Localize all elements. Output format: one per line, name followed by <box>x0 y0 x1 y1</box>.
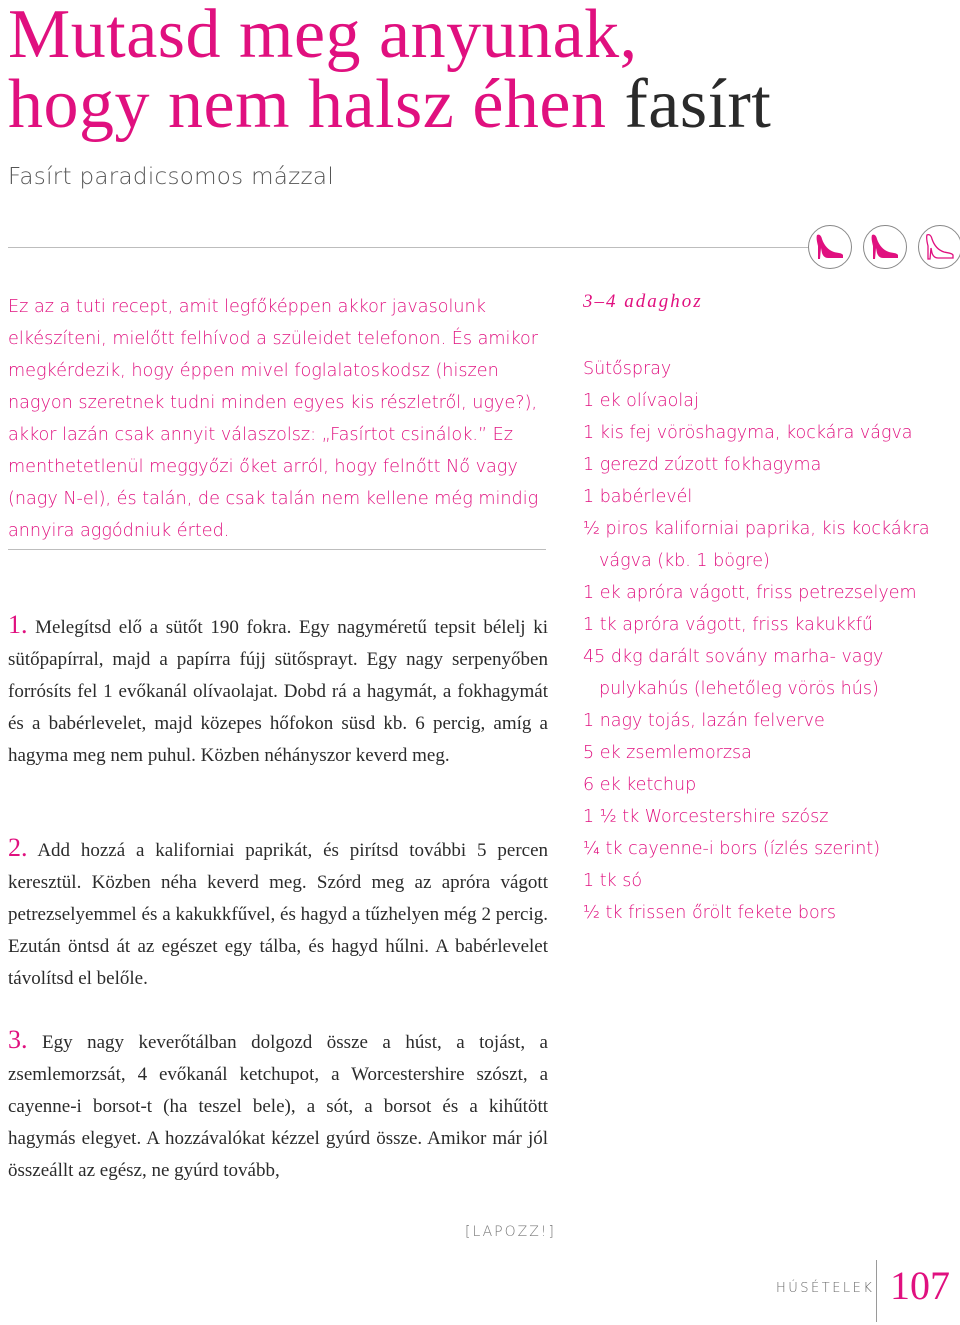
ingredient-item: Sütőspray <box>583 359 672 379</box>
title-line-1: Mutasd meg anyunak, <box>8 0 638 73</box>
step-text: Melegítsd elő a sütőt 190 fokra. Egy nagyméretű tepsit bélelj ki sütőpapírral, majd a papírra fújj sütősprayt. Egy nagy serpenyőben forrósíts fel 1 evőkanál olívaolajat. Dobd rá a hagymát, a fokhagymát és a babérlevelet, majd közepes hőfokon süsd kb. 6 percig, amíg a hagyma meg nem puhul. Közben néhányszor keverd meg. <box>8 617 548 766</box>
ingredient-item: 1 nagy tojás, lazán felverve <box>583 711 825 731</box>
step-2 <box>8 832 548 995</box>
ingredients-list <box>583 353 943 929</box>
intro-paragraph: Ez az a tuti recept, amit legfőképpen akkor javasolunk elkészíteni, mielőtt felhívod a szüleidet telefonon. És amikor megkérdezik, hogy éppen mivel foglalatoskodsz (hiszen nagyon szeretnek tudni minden egyes kis részletről, ugye?), akkor lazán csak annyit válaszolsz: „Fasírtot csinálok.” Ez menthetetlenül meggyőzi őket arról, hogy felnőtt Nő vagy (nagy N-el), és talán, de csak talán nem kellene még mindig annyira aggódniuk érted. <box>8 297 539 541</box>
recipe-subtitle: Fasírt paradicsomos mázzal <box>8 164 335 190</box>
ingredient-item: 1 ½ tk Worcestershire szósz <box>583 807 829 827</box>
page-number: 107 <box>890 1263 950 1308</box>
step-number: 2. <box>8 833 28 862</box>
ingredient-item: 1 ek olívaolaj <box>583 391 699 411</box>
title-line-2-accent: hogy nem halsz éhen <box>8 66 625 143</box>
ingredient-item: 6 ek ketchup <box>583 775 697 795</box>
ingredient-item: 1 tk apróra vágott, friss kakukkfű <box>583 615 873 635</box>
page-title <box>8 0 908 143</box>
ingredient-item: 1 ek apróra vágott, friss petrezselyem <box>583 583 917 603</box>
top-divider <box>8 247 808 248</box>
high-heel-shoe-icon <box>918 225 960 269</box>
ingredient-item: 1 babérlevél <box>583 487 693 507</box>
intro-divider <box>8 549 546 550</box>
ingredient-item: ¼ tk cayenne-i bors (ízlés szerint) <box>583 839 881 859</box>
section-name: HÚSÉTELEK <box>776 1281 875 1296</box>
title-line-2-dark: fasírt <box>624 66 772 143</box>
ingredient-item: ½ tk frissen őrölt fekete bors <box>583 903 836 923</box>
ingredient-item: 1 gerezd zúzott fokhagyma <box>583 455 822 475</box>
ingredient-item: ½ piros kaliforniai paprika, kis kockákra vágva (kb. 1 bögre) <box>583 519 930 571</box>
step-number: 3. <box>8 1025 28 1054</box>
step-text: Add hozzá a kaliforniai paprikát, és pirítsd további 5 percen keresztül. Közben néha keverd meg. Szórd meg az apróra vágott petrezselyemmel és a kakukkfűvel, és hagyd a tűzhelyen még 2 percig. Ezután öntsd át az egészet egy tálba, és hagyd hűlni. A babérlevelet távolítsd el belőle. <box>8 840 549 989</box>
footer-divider <box>876 1260 877 1322</box>
ingredient-item: 1 tk só <box>583 871 643 891</box>
servings-label: 3–4 adaghoz <box>583 291 703 312</box>
high-heel-shoe-icon <box>863 225 907 269</box>
step-3 <box>8 1024 548 1187</box>
high-heel-shoe-icon <box>808 225 852 269</box>
ingredient-item: 5 ek zsemlemorzsa <box>583 743 752 763</box>
ingredient-item: 45 dkg darált sovány marha- vagy pulykahús (lehetőleg vörös hús) <box>583 647 884 699</box>
step-text: Egy nagy keverőtálban dolgozd össze a húst, a tojást, a zsemlemorzsát, 4 evőkanál ketchupot, a Worcestershire szószt, a cayenne-i borsot-t (ha teszel bele), a sót, a borsot és a kihűtött hagymás elegyet. A hozzávalókat kézzel gyúrd össze. Amikor már jól összeállt az egész, ne gyúrd tovább, <box>8 1032 548 1181</box>
step-number: 1. <box>8 610 28 639</box>
step-1 <box>8 609 548 772</box>
continue-note: [LAPOZZ!] <box>465 1224 556 1240</box>
ingredient-item: 1 kis fej vöröshagyma, kockára vágva <box>583 423 913 443</box>
